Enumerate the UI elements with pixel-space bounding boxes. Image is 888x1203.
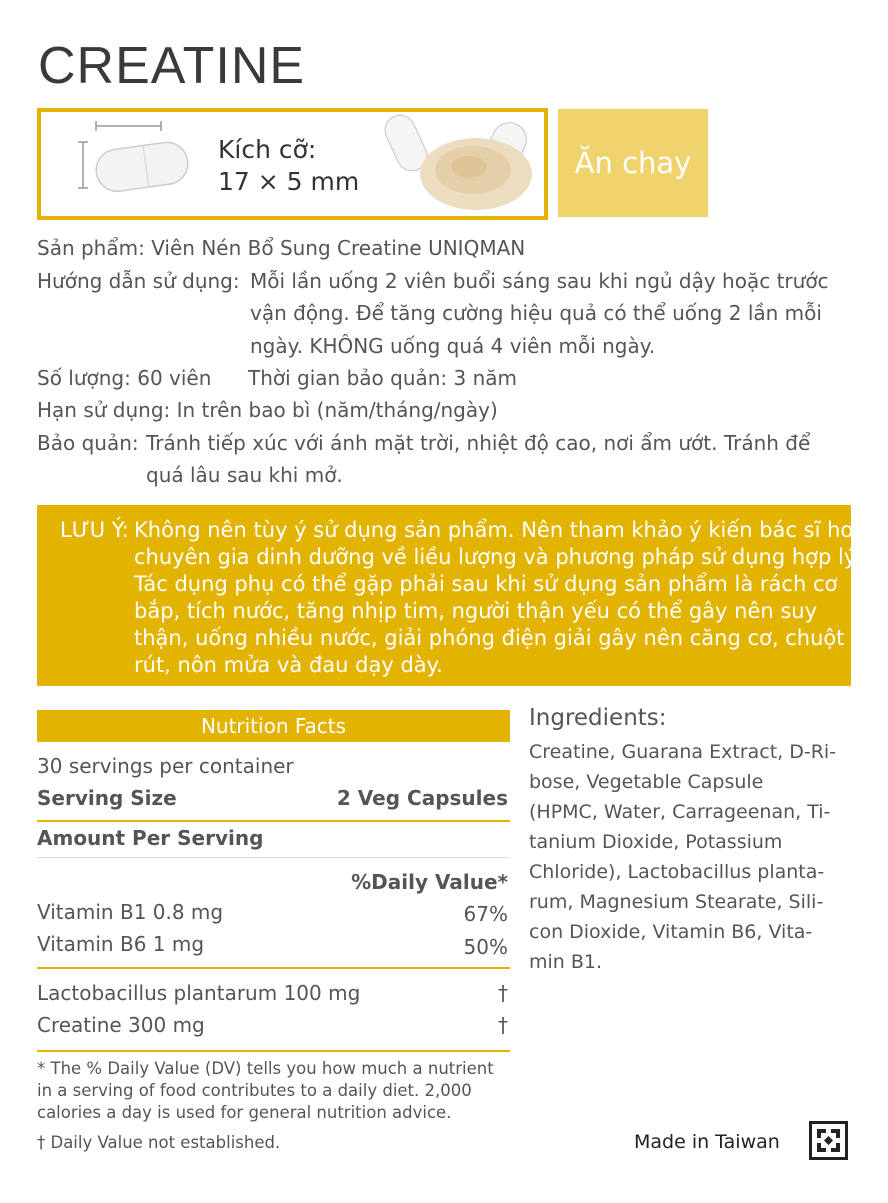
- nutrient-name: Creatine 300 mg: [37, 1013, 205, 1037]
- storage-line: Tránh tiếp xúc với ánh mặt trời, nhiệt độ cao, nơi ẩm ướt. Tránh để: [146, 431, 811, 455]
- serving-size-value: 2 Veg Capsules: [336, 786, 508, 810]
- divider: [37, 820, 510, 822]
- nutrient-name: Lactobacillus plantarum 100 mg: [37, 981, 361, 1005]
- nutrient-name: Vitamin B1 0.8 mg: [37, 900, 224, 924]
- usage-line: Mỗi lần uống 2 viên buổi sáng sau khi ngủ dậy hoặc trước: [250, 269, 829, 293]
- ingredients-line: tanium Dioxide, Potassium: [529, 831, 783, 853]
- nutrient-name: Vitamin B6 1 mg: [37, 932, 205, 956]
- footnote-line: in a serving of food contributes to a daily diet. 2,000: [37, 1081, 472, 1100]
- usage-line: vận động. Để tăng cường hiệu quả có thể uống 2 lần mỗi: [250, 301, 822, 325]
- size-value: 17 × 5 mm: [218, 167, 360, 196]
- ingredients-line: (HPMC, Water, Carrageenan, Ti-: [529, 801, 831, 823]
- usage-label: Hướng dẫn sử dụng:: [37, 269, 240, 293]
- powder-icon: [381, 112, 544, 216]
- warning-line: Tác dụng phụ có thể gặp phải sau khi sử dụng sản phẩm là rách cơ: [134, 572, 838, 596]
- warning-line: rút, nôn mửa và đau dạy dày.: [134, 653, 443, 677]
- warning-line: Không nên tùy ý sử dụng sản phẩm. Nên tham khảo ý kiến bác sĩ hoặc: [134, 518, 878, 542]
- storage-label: Bảo quản:: [37, 431, 139, 455]
- ingredients-title: Ingredients:: [529, 705, 667, 731]
- nutrient-dv: †: [498, 1013, 508, 1037]
- made-in-label: Made in Taiwan: [634, 1131, 780, 1153]
- serving-size-label: Serving Size: [37, 786, 177, 810]
- vegetarian-badge: Ăn chay: [558, 109, 708, 217]
- warning-line: chuyên gia dinh dưỡng về liều lượng và phương pháp sử dụng hợp lý.: [134, 545, 860, 569]
- shelf-life: Thời gian bảo quản: 3 năm: [248, 366, 518, 390]
- nutrient-dv: †: [498, 981, 508, 1005]
- ingredients-line: rum, Magnesium Stearate, Sili-: [529, 891, 824, 913]
- divider: [37, 967, 510, 969]
- dagger-note: † Daily Value not established.: [37, 1133, 281, 1152]
- nutrient-dv: 50%: [463, 935, 508, 959]
- footnote-line: calories a day is used for general nutrition advice.: [37, 1103, 452, 1122]
- ingredients-line: Chloride), Lactobacillus planta-: [529, 861, 825, 883]
- daily-value-header: %Daily Value*: [351, 870, 508, 894]
- capsule-size-box: [37, 108, 548, 220]
- product-name: Sản phẩm: Viên Nén Bổ Sung Creatine UNIQMAN: [37, 236, 526, 260]
- warning-line: bắp, tích nước, tăng nhịp tim, người thận yếu có thể gây nên suy: [134, 599, 818, 623]
- divider: [37, 1050, 510, 1052]
- expiry-date: Hạn sử dụng: In trên bao bì (năm/tháng/ngày): [37, 398, 498, 422]
- ingredients-line: con Dioxide, Vitamin B6, Vita-: [529, 921, 813, 943]
- divider: [37, 857, 510, 858]
- warning-box: [37, 505, 878, 686]
- nutrient-dv: 67%: [463, 902, 508, 926]
- ingredients-line: Creatine, Guarana Extract, D-Ri-: [529, 741, 837, 763]
- storage-line: quá lâu sau khi mở.: [146, 463, 343, 487]
- nutrition-facts-header: Nutrition Facts: [37, 710, 510, 742]
- warning-label: LƯU Ý:: [60, 518, 129, 542]
- usage-line: ngày. KHÔNG uống quá 4 viên mỗi ngày.: [250, 334, 656, 358]
- product-title: CREATINE: [38, 37, 306, 95]
- footnote-line: * The % Daily Value (DV) tells you how much a nutrient: [37, 1059, 494, 1078]
- ingredients-line: min B1.: [529, 951, 603, 973]
- ingredients-list: [529, 737, 854, 977]
- recycle-icon: [809, 1121, 848, 1160]
- warning-line: thận, uống nhiều nước, giải phóng điện giải gây nên căng cơ, chuột: [134, 626, 845, 650]
- size-label: Kích cỡ:: [218, 135, 317, 164]
- quantity: Số lượng: 60 viên: [37, 366, 212, 390]
- servings-per-container: 30 servings per container: [37, 754, 294, 778]
- ingredients-line: bose, Vegetable Capsule: [529, 771, 764, 793]
- amount-per-serving: Amount Per Serving: [37, 826, 264, 850]
